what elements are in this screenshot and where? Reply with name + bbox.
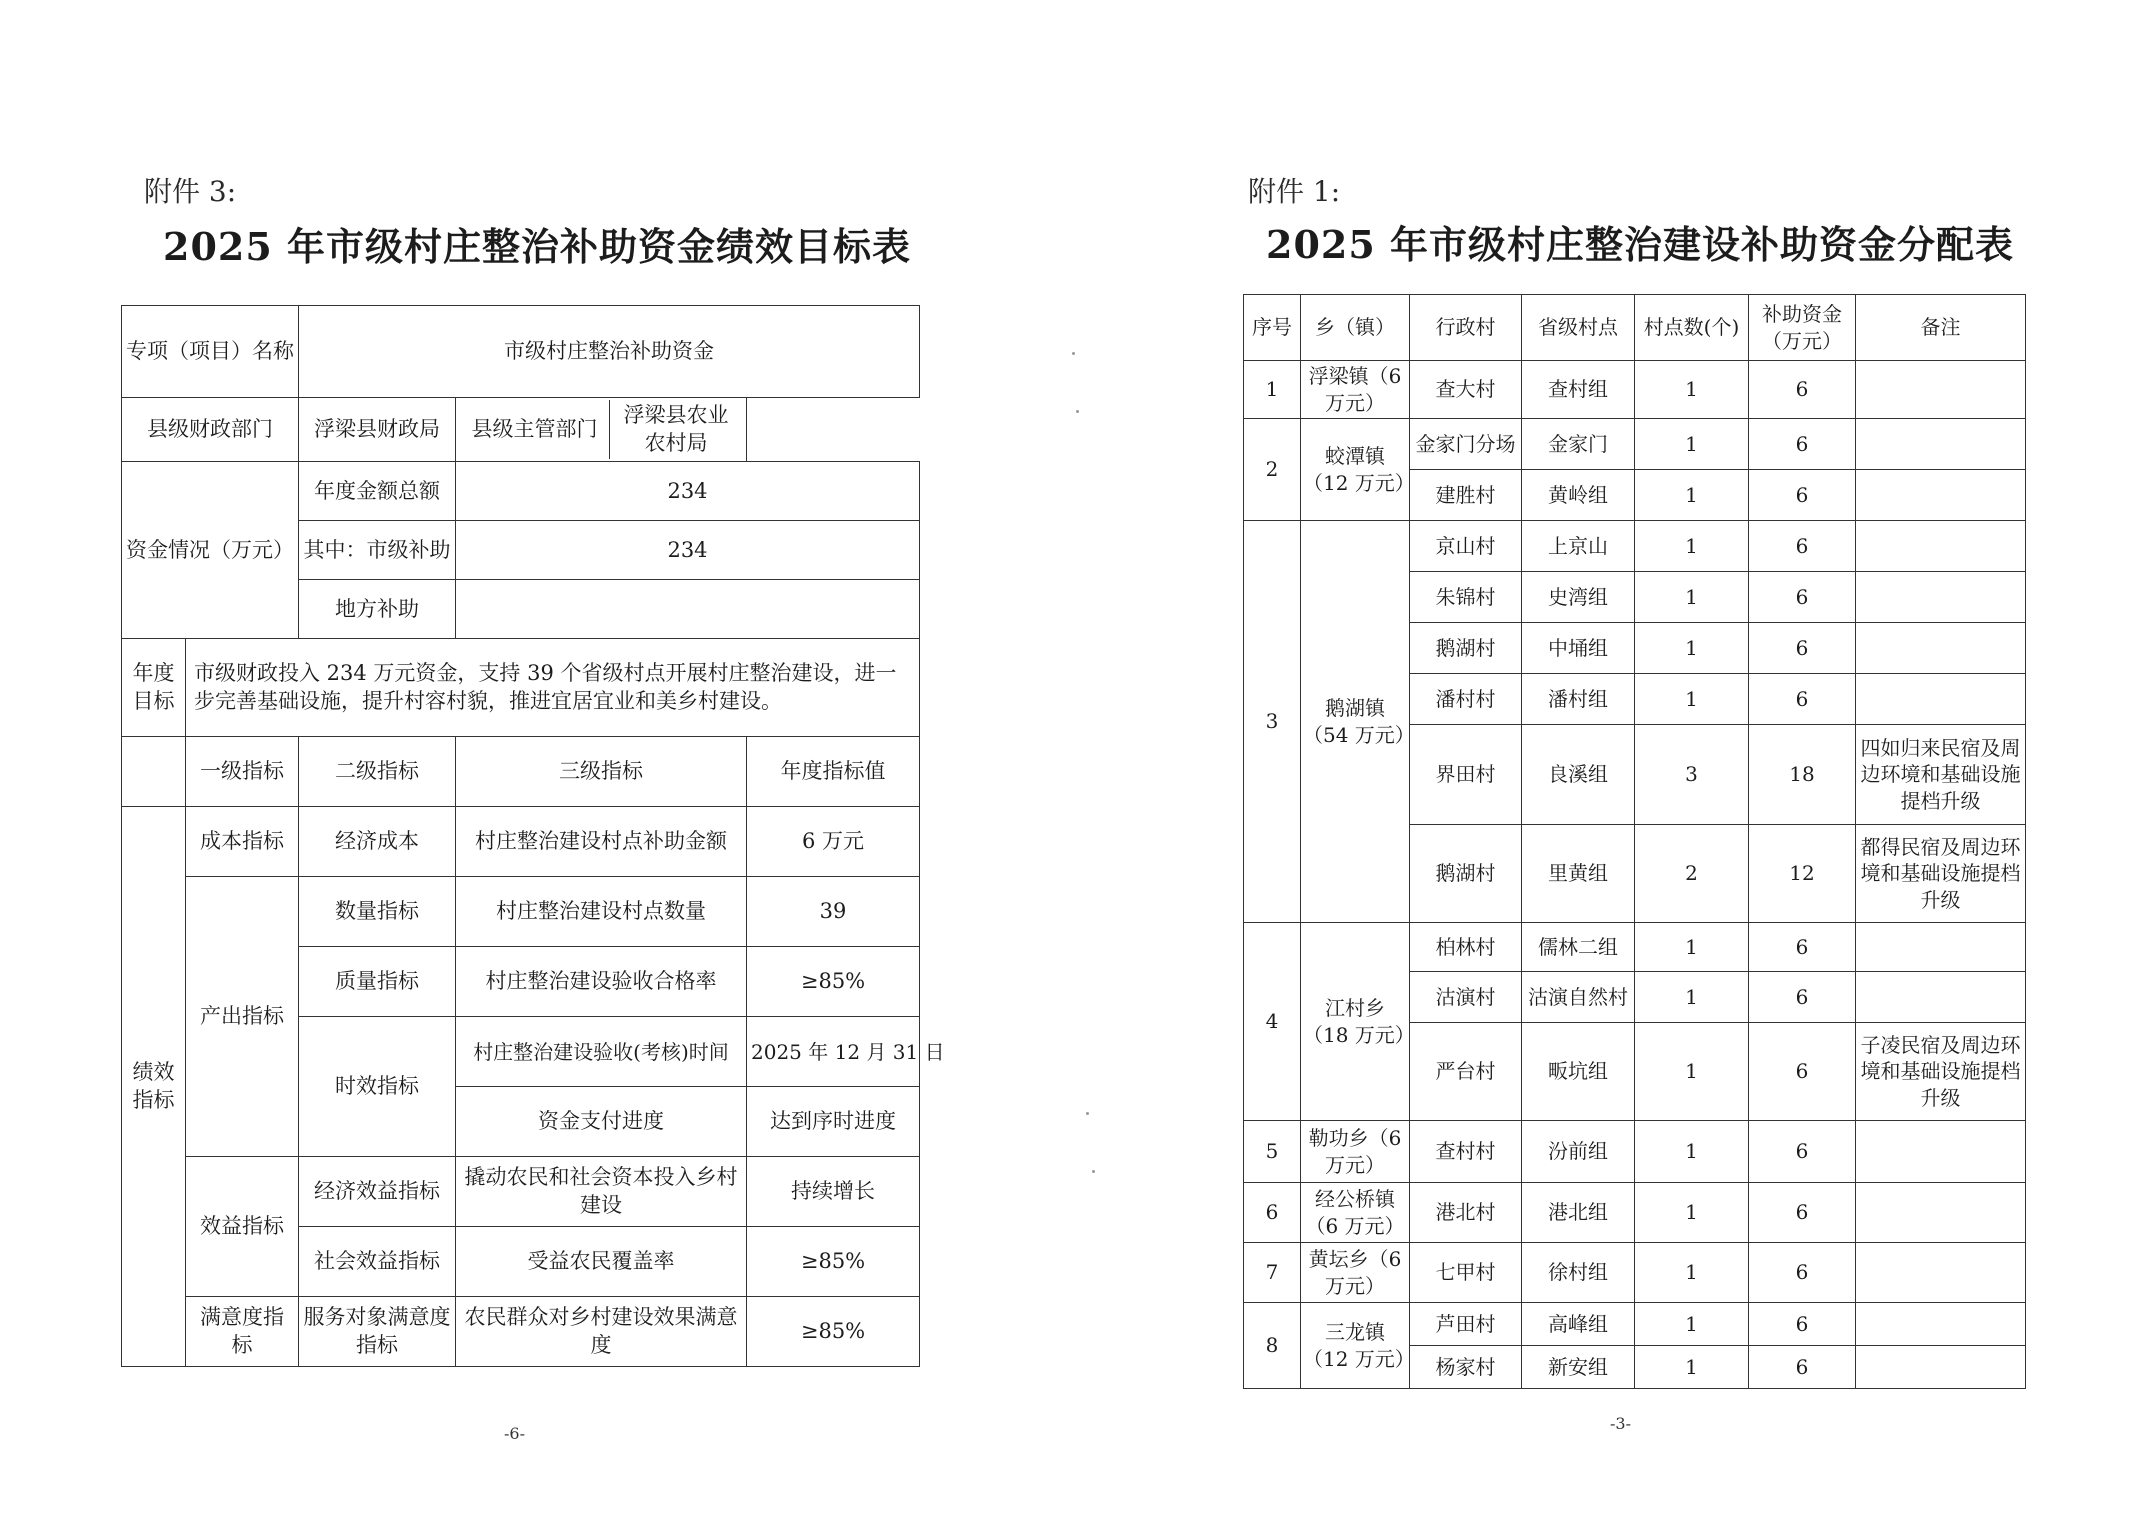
point-cell: 黄岭组 — [1522, 470, 1635, 521]
level1-cost: 成本指标 — [186, 807, 299, 877]
village-cell: 鹅湖村 — [1410, 623, 1522, 674]
count-cell: 1 — [1635, 419, 1749, 470]
group-number: 5 — [1244, 1121, 1301, 1183]
note-cell — [1856, 623, 2026, 674]
scan-speck — [1086, 1112, 1089, 1115]
funds-row-label: 年度金额总额 — [299, 462, 456, 521]
village-cell: 杨家村 — [1410, 1346, 1522, 1389]
indicator-value: 6 万元 — [747, 807, 920, 877]
note-cell: 四如归来民宿及周边环境和基础设施提档升级 — [1856, 725, 2026, 825]
village-cell: 潘村村 — [1410, 674, 1522, 725]
village-cell: 柏林村 — [1410, 923, 1522, 972]
header-no: 序号 — [1244, 295, 1301, 361]
point-cell: 中埇组 — [1522, 623, 1635, 674]
scan-speck — [1092, 1170, 1095, 1173]
count-cell: 1 — [1635, 1023, 1749, 1121]
town-cell: 江村乡（18 万元） — [1301, 923, 1410, 1121]
funds-cell: 6 — [1749, 972, 1856, 1023]
point-cell: 良溪组 — [1522, 725, 1635, 825]
header-level3: 三级指标 — [456, 737, 747, 807]
project-value-cell: 市级村庄整治补助资金 — [299, 306, 920, 398]
level2-cell: 数量指标 — [299, 877, 456, 947]
point-cell: 港北组 — [1522, 1183, 1635, 1243]
funds-label: 资金情况（万元） — [122, 462, 299, 639]
level2-cell: 服务对象满意度指标 — [299, 1297, 456, 1367]
note-cell — [1856, 674, 2026, 725]
note-cell — [1856, 1121, 2026, 1183]
note-cell — [1856, 521, 2026, 572]
annex-label: 附件 1: — [1248, 175, 1341, 208]
count-cell: 1 — [1635, 572, 1749, 623]
performance-target-table — [121, 305, 945, 1367]
performance-indicators-label: 绩效指标 — [122, 807, 186, 1367]
funds-cell: 6 — [1749, 623, 1856, 674]
funds-cell: 6 — [1749, 674, 1856, 725]
indicator-value: ≥85% — [747, 1297, 920, 1367]
town-cell: 三龙镇（12 万元） — [1301, 1303, 1410, 1389]
point-cell: 沽演自然村 — [1522, 972, 1635, 1023]
county-dept-value: 浮梁县农业农村局 — [610, 400, 743, 459]
note-cell: 子凌民宿及周边环境和基础设施提档升级 — [1856, 1023, 2026, 1121]
village-cell: 朱锦村 — [1410, 572, 1522, 623]
village-cell: 金家门分场 — [1410, 419, 1522, 470]
county-finance-value: 浮梁县财政局 — [299, 398, 456, 462]
town-cell: 黄坛乡（6 万元） — [1301, 1243, 1410, 1303]
funds-cell: 6 — [1749, 419, 1856, 470]
page-number: -3- — [1610, 1414, 1631, 1433]
note-cell — [1856, 1346, 2026, 1389]
level2-cell: 经济成本 — [299, 807, 456, 877]
indicator-value: ≥85% — [747, 947, 920, 1017]
village-cell: 京山村 — [1410, 521, 1522, 572]
level3-cell: 村庄整治建设验收合格率 — [456, 947, 747, 1017]
level3-cell: 村庄整治建设村点补助金额 — [456, 807, 747, 877]
funds-row-value: 234 — [456, 462, 920, 521]
count-cell: 1 — [1635, 923, 1749, 972]
allocation-table — [1243, 294, 2026, 1389]
header-level2: 二级指标 — [299, 737, 456, 807]
village-cell: 严台村 — [1410, 1023, 1522, 1121]
funds-cell: 6 — [1749, 1303, 1856, 1346]
header-value: 年度指标值 — [747, 737, 920, 807]
funds-cell: 18 — [1749, 725, 1856, 825]
right-page — [1074, 0, 2148, 1518]
level3-cell: 资金支付进度 — [456, 1087, 747, 1157]
funds-cell: 6 — [1749, 923, 1856, 972]
point-cell: 高峰组 — [1522, 1303, 1635, 1346]
group-number: 1 — [1244, 361, 1301, 419]
point-cell: 畈坑组 — [1522, 1023, 1635, 1121]
note-cell — [1856, 470, 2026, 521]
funds-cell: 6 — [1749, 1023, 1856, 1121]
header-funds: 补助资金（万元） — [1749, 295, 1856, 361]
level2-cell: 质量指标 — [299, 947, 456, 1017]
note-cell — [1856, 1243, 2026, 1303]
note-cell — [1856, 972, 2026, 1023]
header-town: 乡（镇） — [1301, 295, 1410, 361]
level3-cell: 村庄整治建设验收(考核)时间 — [456, 1017, 747, 1087]
county-finance-label: 县级财政部门 — [122, 398, 299, 462]
count-cell: 1 — [1635, 1121, 1749, 1183]
scan-speck — [1072, 352, 1075, 355]
funds-cell: 6 — [1749, 521, 1856, 572]
indicator-value: 2025 年 12 月 31 日 — [747, 1017, 920, 1087]
funds-cell: 6 — [1749, 1243, 1856, 1303]
count-cell: 1 — [1635, 623, 1749, 674]
note-cell — [1856, 1303, 2026, 1346]
town-cell: 浮梁镇（6 万元） — [1301, 361, 1410, 419]
point-cell: 新安组 — [1522, 1346, 1635, 1389]
count-cell: 1 — [1635, 521, 1749, 572]
count-cell: 1 — [1635, 1303, 1749, 1346]
funds-row-label: 其中：市级补助 — [299, 521, 456, 580]
indicator-value: 达到序时进度 — [747, 1087, 920, 1157]
group-number: 8 — [1244, 1303, 1301, 1389]
count-cell: 2 — [1635, 825, 1749, 923]
point-cell: 史湾组 — [1522, 572, 1635, 623]
count-cell: 1 — [1635, 361, 1749, 419]
town-cell: 勒功乡（6 万元） — [1301, 1121, 1410, 1183]
indicator-value: 39 — [747, 877, 920, 947]
indicator-value: ≥85% — [747, 1227, 920, 1297]
level3-cell: 撬动农民和社会资本投入乡村建设 — [456, 1157, 747, 1227]
count-cell: 3 — [1635, 725, 1749, 825]
point-cell: 儒林二组 — [1522, 923, 1635, 972]
level2-cell: 社会效益指标 — [299, 1227, 456, 1297]
funds-cell: 6 — [1749, 470, 1856, 521]
village-cell: 芦田村 — [1410, 1303, 1522, 1346]
group-number: 4 — [1244, 923, 1301, 1121]
note-cell — [1856, 923, 2026, 972]
document-title: 2025 年市级村庄整治补助资金绩效目标表 — [163, 224, 911, 269]
annual-goal-label: 年度目标 — [122, 639, 186, 737]
village-cell: 建胜村 — [1410, 470, 1522, 521]
count-cell: 1 — [1635, 1183, 1749, 1243]
point-cell: 金家门 — [1522, 419, 1635, 470]
point-cell: 汾前组 — [1522, 1121, 1635, 1183]
group-number: 3 — [1244, 521, 1301, 923]
project-label-cell: 专项（项目）名称 — [122, 306, 299, 398]
note-cell — [1856, 572, 2026, 623]
point-cell: 徐村组 — [1522, 1243, 1635, 1303]
annex-label: 附件 3: — [144, 175, 237, 208]
village-cell: 七甲村 — [1410, 1243, 1522, 1303]
funds-cell: 6 — [1749, 1183, 1856, 1243]
funds-cell: 12 — [1749, 825, 1856, 923]
level1-output: 产出指标 — [186, 877, 299, 1157]
header-level1: 一级指标 — [186, 737, 299, 807]
county-dept-label — [456, 398, 747, 462]
note-cell: 都得民宿及周边环境和基础设施提档升级 — [1856, 825, 2026, 923]
note-cell — [1856, 419, 2026, 470]
note-cell — [1856, 361, 2026, 419]
level3-cell: 农民群众对乡村建设效果满意度 — [456, 1297, 747, 1367]
count-cell: 1 — [1635, 1243, 1749, 1303]
funds-row-value: 234 — [456, 521, 920, 580]
funds-row-value — [456, 580, 920, 639]
funds-cell: 6 — [1749, 572, 1856, 623]
level3-cell: 受益农民覆盖率 — [456, 1227, 747, 1297]
point-cell: 上京山 — [1522, 521, 1635, 572]
group-number: 6 — [1244, 1183, 1301, 1243]
count-cell: 1 — [1635, 674, 1749, 725]
village-cell: 港北村 — [1410, 1183, 1522, 1243]
level3-cell: 村庄整治建设村点数量 — [456, 877, 747, 947]
town-cell: 蛟潭镇（12 万元） — [1301, 419, 1410, 521]
funds-row-label: 地方补助 — [299, 580, 456, 639]
header-point: 省级村点 — [1522, 295, 1635, 361]
scan-speck — [1076, 410, 1079, 413]
level2-cell: 经济效益指标 — [299, 1157, 456, 1227]
header-village: 行政村 — [1410, 295, 1522, 361]
point-cell: 潘村组 — [1522, 674, 1635, 725]
village-cell: 查村村 — [1410, 1121, 1522, 1183]
point-cell: 查村组 — [1522, 361, 1635, 419]
note-cell — [1856, 1183, 2026, 1243]
indicator-value: 持续增长 — [747, 1157, 920, 1227]
level1-benefit: 效益指标 — [186, 1157, 299, 1297]
town-cell: 经公桥镇（6 万元） — [1301, 1183, 1410, 1243]
town-cell: 鹅湖镇（54 万元） — [1301, 521, 1410, 923]
count-cell: 1 — [1635, 1346, 1749, 1389]
document-title: 2025 年市级村庄整治建设补助资金分配表 — [1266, 222, 2014, 267]
group-number: 2 — [1244, 419, 1301, 521]
village-cell: 沽演村 — [1410, 972, 1522, 1023]
funds-cell: 6 — [1749, 361, 1856, 419]
count-cell: 1 — [1635, 972, 1749, 1023]
header-note: 备注 — [1856, 295, 2026, 361]
group-number: 7 — [1244, 1243, 1301, 1303]
annual-goal-text: 市级财政投入 234 万元资金，支持 39 个省级村点开展村庄整治建设，进一步完善基础设施，提升村容村貌，推进宜居宜业和美乡村建设。 — [186, 639, 920, 737]
funds-cell: 6 — [1749, 1346, 1856, 1389]
header-blank — [122, 737, 186, 807]
funds-cell: 6 — [1749, 1121, 1856, 1183]
level2-cell: 时效指标 — [299, 1017, 456, 1157]
village-cell: 界田村 — [1410, 725, 1522, 825]
point-cell: 里黄组 — [1522, 825, 1635, 923]
village-cell: 查大村 — [1410, 361, 1522, 419]
page-number: -6- — [504, 1424, 525, 1443]
county-dept-label-text: 县级主管部门 — [471, 416, 598, 441]
village-cell: 鹅湖村 — [1410, 825, 1522, 923]
header-count: 村点数(个) — [1635, 295, 1749, 361]
level1-satisfaction: 满意度指标 — [186, 1297, 299, 1367]
count-cell: 1 — [1635, 470, 1749, 521]
